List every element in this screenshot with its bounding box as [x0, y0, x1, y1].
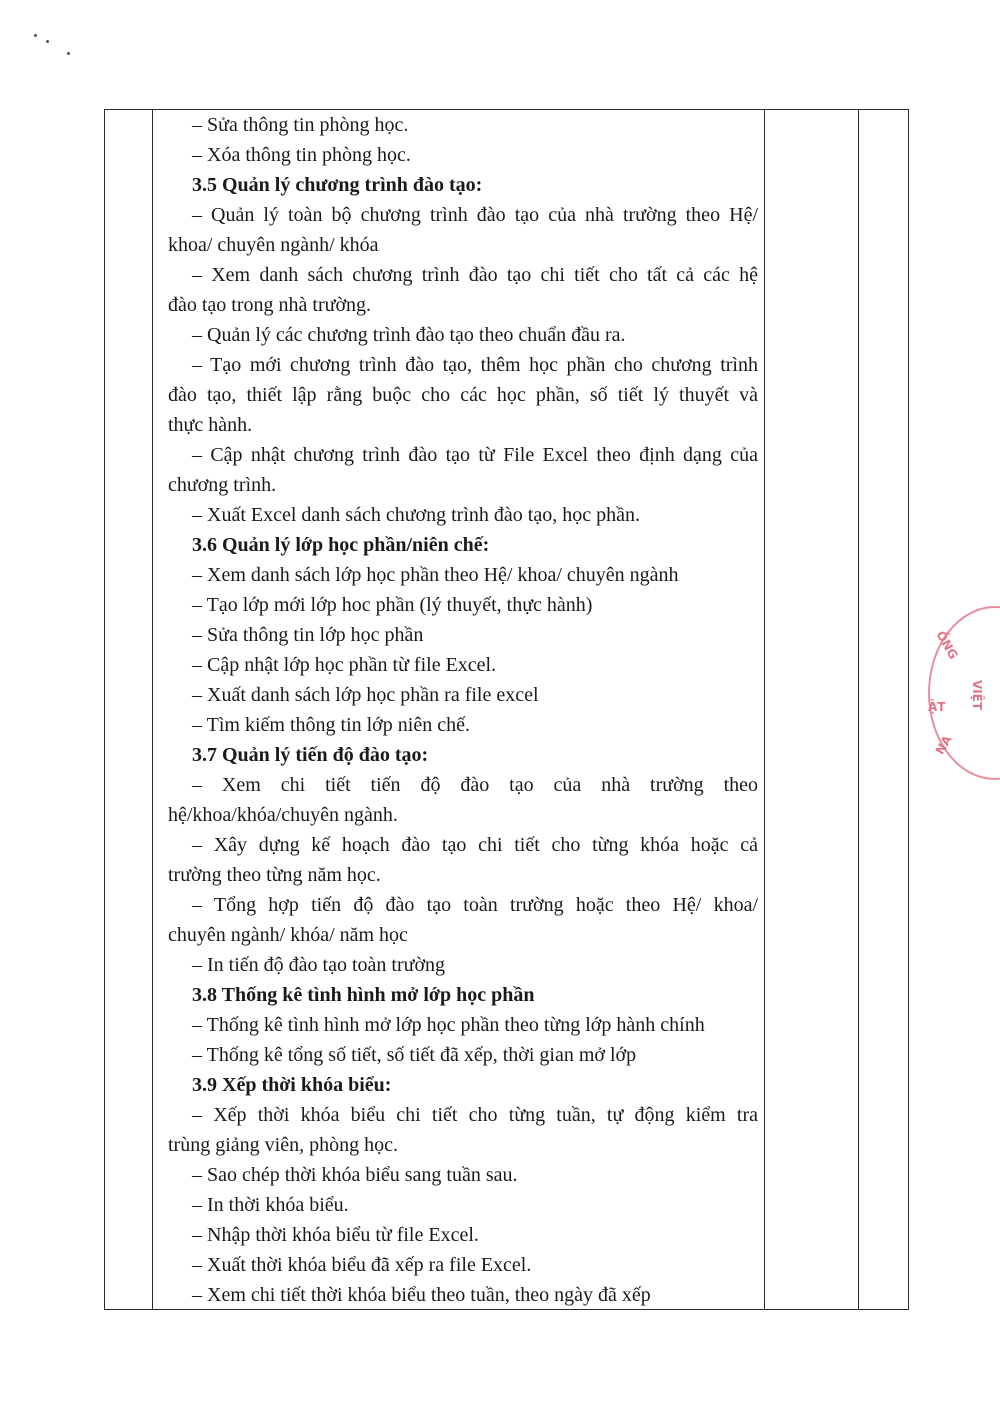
text-line: – Thống kê tổng số tiết, số tiết đã xếp, thời gian mở lớp: [192, 1044, 637, 1066]
section-heading: 3.5 Quản lý chương trình đào tạo:: [192, 174, 483, 196]
text-line: – Sao chép thời khóa biểu sang tuần sau.: [192, 1164, 518, 1186]
column-divider-1: [152, 110, 153, 1309]
text-line: – Sửa thông tin phòng học.: [192, 114, 409, 136]
text-line: – In tiến độ đào tạo toàn trường: [192, 954, 446, 976]
text-line: khoa/ chuyên ngành/ khóa: [168, 234, 379, 256]
text-line: – Xuất Excel danh sách chương trình đào tạo, học phần.: [192, 504, 640, 526]
text-line: – Sửa thông tin lớp học phần: [192, 624, 424, 646]
stamp-text-2: VIỆT: [970, 679, 985, 711]
text-line: – Xem chi tiết tiến độ đào tạo của nhà trường theo: [192, 774, 758, 796]
text-line: chuyên ngành/ khóa/ năm học: [168, 924, 408, 946]
stamp-text-4: NA: [932, 733, 955, 757]
column-divider-2: [764, 110, 765, 1309]
section-heading: 3.6 Quản lý lớp học phần/niên chế:: [192, 534, 490, 556]
text-line: – Xem chi tiết thời khóa biểu theo tuần, theo ngày đã xếp: [192, 1284, 651, 1306]
text-line: thực hành.: [168, 414, 253, 436]
text-line: – Xem danh sách lớp học phần theo Hệ/ khoa/ chuyên ngành: [192, 564, 679, 586]
scan-mark-1: [34, 34, 37, 37]
text-line: – Xây dựng kế hoạch đào tạo chi tiết cho từng khóa hoặc cả: [192, 834, 758, 856]
section-heading: 3.9 Xếp thời khóa biểu:: [192, 1074, 392, 1096]
text-line: – Xuất thời khóa biểu đã xếp ra file Excel.: [192, 1254, 532, 1276]
text-line: – Xuất danh sách lớp học phần ra file excel: [192, 684, 539, 706]
text-line: – Tìm kiếm thông tin lớp niên chế.: [192, 714, 470, 736]
text-line: – Cập nhật chương trình đào tạo từ File Excel theo định dạng của: [192, 444, 758, 466]
scan-mark-2: [46, 40, 49, 43]
text-line: trùng giảng viên, phòng học.: [168, 1134, 398, 1156]
text-line: – Cập nhật lớp học phần từ file Excel.: [192, 654, 497, 676]
function-description-cell: [168, 110, 758, 1310]
stamp-text-1: ỒNG: [933, 628, 961, 662]
text-line: hệ/khoa/khóa/chuyên ngành.: [168, 804, 398, 826]
text-line: – Tổng hợp tiến độ đào tạo toàn trường hoặc theo Hệ/ khoa/: [192, 894, 758, 916]
text-line: – Quản lý toàn bộ chương trình đào tạo của nhà trường theo Hệ/: [192, 204, 758, 226]
section-heading: 3.8 Thống kê tình hình mở lớp học phần: [192, 984, 535, 1006]
text-line: đào tạo trong nhà trường.: [168, 294, 372, 316]
stamp-text-3: ẬT: [928, 700, 946, 714]
text-line: – Xem danh sách chương trình đào tạo chi tiết cho tất cả các hệ: [192, 264, 758, 286]
text-line: – In thời khóa biểu.: [192, 1194, 349, 1216]
column-divider-3: [858, 110, 859, 1309]
text-line: – Xếp thời khóa biểu chi tiết cho từng tuần, tự động kiểm tra: [192, 1104, 758, 1126]
text-line: – Tạo mới chương trình đào tạo, thêm học phần cho chương trình: [192, 354, 758, 376]
text-line: đào tạo, thiết lập rằng buộc cho các học phần, số tiết lý thuyết và: [168, 384, 758, 406]
red-seal-stamp: [928, 606, 1000, 780]
content-table: [104, 109, 909, 1310]
text-line: chương trình.: [168, 474, 277, 496]
text-line: – Quản lý các chương trình đào tạo theo chuẩn đầu ra.: [192, 324, 626, 346]
text-line: – Nhập thời khóa biểu từ file Excel.: [192, 1224, 479, 1246]
text-line: – Thống kê tình hình mở lớp học phần theo từng lớp hành chính: [192, 1014, 705, 1036]
text-line: trường theo từng năm học.: [168, 864, 381, 886]
scan-mark-3: [67, 52, 70, 55]
text-line: – Xóa thông tin phòng học.: [192, 144, 411, 166]
text-line: – Tạo lớp mới lớp hoc phần (lý thuyết, thực hành): [192, 594, 593, 616]
section-heading: 3.7 Quản lý tiến độ đào tạo:: [192, 744, 429, 766]
